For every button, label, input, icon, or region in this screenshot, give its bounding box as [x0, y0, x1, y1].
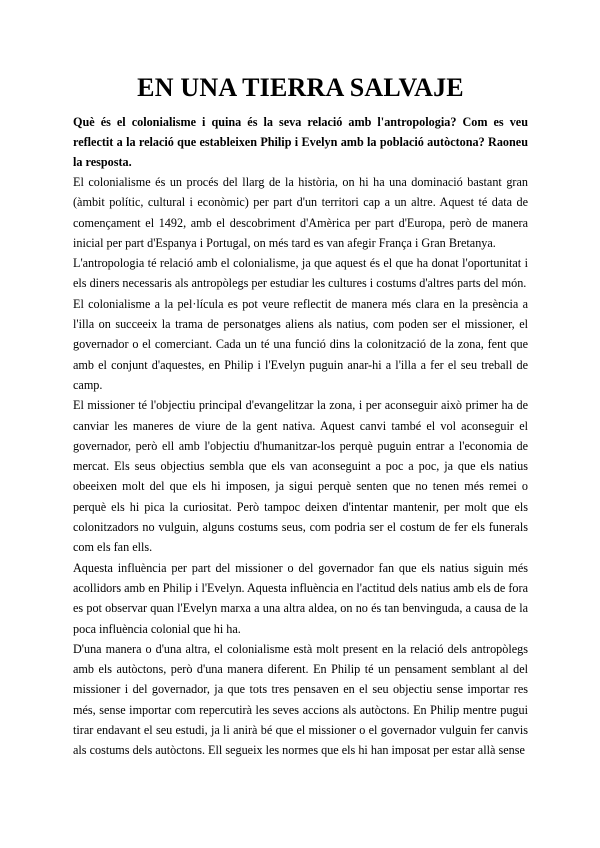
document-title: EN UNA TIERRA SALVAJE — [137, 73, 464, 102]
essay-question: Què és el colonialisme i quina és la seva relació amb l'antropologia? Com es veu reflectit a la relació que estableixen Philip i Evelyn amb la població autòctona? Raoneu la resposta. — [73, 115, 528, 169]
paragraph-colonialism-definition: El colonialisme és un procés del llarg de la història, on hi ha una dominació bastant gran (àmbit polític, cultural i econòmic) per part d'un territori cap a un altre. Aquest té data de començament el 1492, amb el descobriment d'Amèrica per part d'Europa, però de manera inicial per part d'Espanya i Portugal, on més tard es van afegir França i Gran Bretanya. — [73, 175, 528, 250]
paragraph-film-reflection: El colonialisme a la pel·lícula es pot veure reflectit de manera més clara en la presència a l'illa on succeeix la trama de personatges aliens als natius, com poden ser el missioner, el governador o el comerciant. Cada un té una funció dins la colonització de la zona, fent que amb el conjunt d'aquestes, en Philip i l'Evelyn puguin anar-hi a l'illa a fer el seu treball de camp. — [73, 296, 528, 392]
paragraph-anthropology-relation: L'antropologia té relació amb el colonialisme, ja que aquest és el que ha donat l'oportunitat i els diners necessaris als antropòlegs per estudiar les cultures i costums d'altres parts del món. — [73, 256, 528, 291]
document-page — [73, 72, 528, 761]
paragraph-native-welcome: Aquesta influència per part del missioner o del governador fan que els natius siguin més acollidors amb en Philip i l'Evelyn. Aquesta influència en l'actitud dels natius amb els de fora es pot observar quan l'Evelyn marxa a una altra aldea, on no és tan benvinguda, a causa de la poca influència colonial que hi ha. — [73, 560, 528, 636]
paragraph-anthropologists-relation: D'una manera o d'una altra, el colonialisme està molt present en la relació dels antropòlegs amb els autòctons, però d'una manera diferent. En Philip té un pensament semblant al del missioner i del governador, ja que tots tres pensaven en el seu objectiu sense importar res més, sense importar com repercutirà les seves accions als autòctons. En Philip mentre pugui tirar endavant el seu estudi, ja li anirà bé que el missioner o el governador vulguin fer canvis als costums dels autòctons. Ell segueix les normes que els hi han imposat per estar allà sense — [73, 641, 528, 758]
paragraph-missionary-role: El missioner té l'objectiu principal d'evangelitzar la zona, i per aconseguir això primer ha de canviar les maneres de viure de la gent nativa. Aquest canvi també el vol aconseguir el governador, però ell amb l'objectiu d'humanitzar-los perquè puguin entrar a l'economia de mercat. Els seus objectius sembla que els van aconseguint a poc a poc, ja que els natius obeeixen molt del que els hi imposen, ja sigui perquè senten que no tenen més remei o perquè els hi pica la curiositat. Però tampoc deixen d'intentar mantenir, per molt que els colonitzadors no vulguin, alguns costums seus, com podria ser el costum de fer els funerals com els fan ells. — [73, 398, 528, 555]
